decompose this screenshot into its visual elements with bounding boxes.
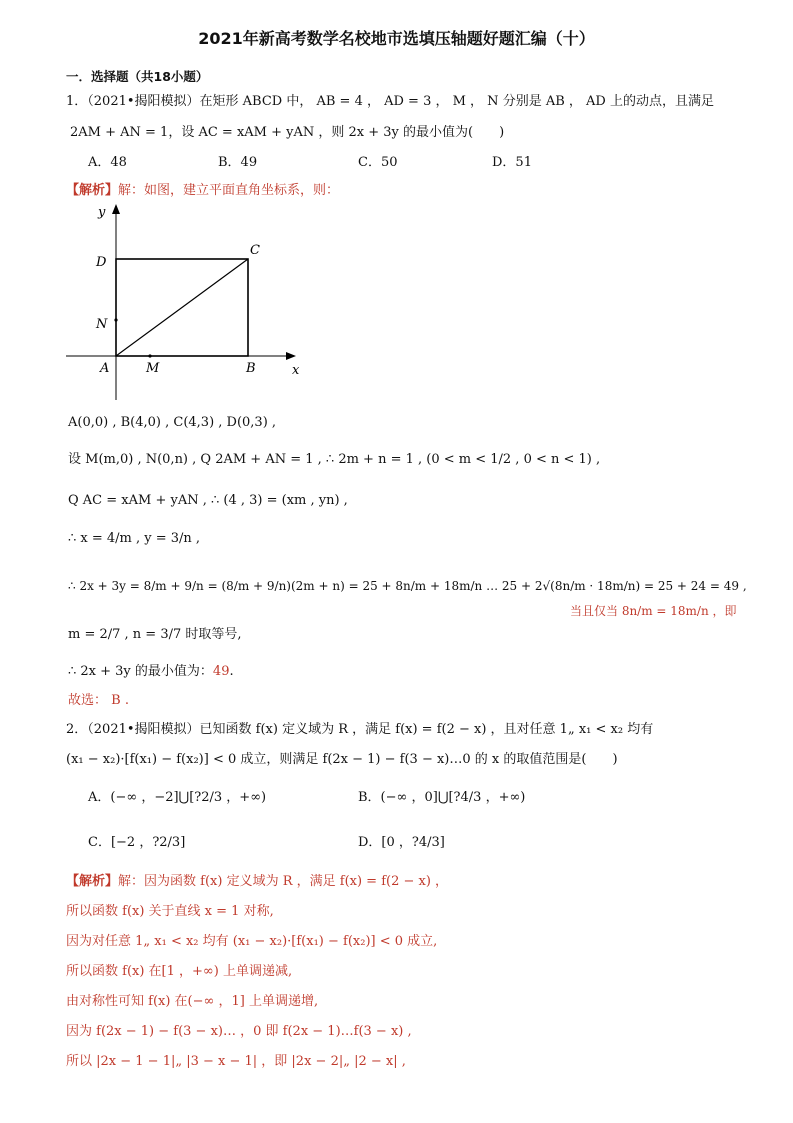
q2-option-a: A．(−∞ ，−2]⋃[?2/3 ，+∞) bbox=[88, 790, 267, 805]
coordinate-figure bbox=[60, 200, 310, 410]
q2-option-b: B．(−∞ ，0]⋃[?4/3 ，+∞) bbox=[358, 790, 526, 805]
q1-step-5 bbox=[68, 577, 747, 595]
point-n bbox=[114, 318, 117, 321]
x-axis-label: x bbox=[292, 363, 300, 378]
q1-step-5-condition: 当且仅当 8n/m = 18m/n ，即 bbox=[570, 604, 737, 618]
q2-stem-line1: 2．（2021•揭阳模拟）已知函数 f(x) 定义域为 R ，满足 f(x) = f(2 − x) ，且对任意 1„ x₁ < x₂ 均有 bbox=[66, 722, 654, 737]
q1-stem-line2: 2AM + AN = 1，设 AC = xAM + yAN ，则 2x + 3y 的最小值为( ) bbox=[70, 125, 505, 140]
q1-analysis-intro bbox=[66, 182, 339, 200]
q1-step-6: m = 2/7 , n = 3/7 时取等号, bbox=[68, 627, 242, 642]
point-m bbox=[148, 354, 151, 357]
q1-step-5-main: ∴ 2x + 3y = 8/m + 9/n = (8/m + 9/n)(2m + n) = 25 + 8n/m + 18m/n … 25 + 2√(8n/m · 18m/n) = 25 + 24 = 49 , bbox=[68, 579, 747, 593]
y-axis-label: y bbox=[98, 205, 106, 220]
q1-step-1: A(0,0) , B(4,0) , C(4,3) , D(0,3) , bbox=[68, 415, 277, 430]
q1-option-a: A．48 bbox=[88, 155, 127, 170]
section-heading: 一．选择题（共18小题） bbox=[66, 69, 209, 84]
page-title: 2021年新高考数学名校地市选填压轴题好题汇编（十） bbox=[198, 29, 595, 48]
q2-analysis-intro bbox=[66, 873, 448, 891]
analysis-intro-text: 解：如图，建立平面直角坐标系，则： bbox=[118, 183, 340, 198]
q1-answer: 故选： B . bbox=[68, 693, 129, 708]
q1-min-label: ∴ 2x + 3y 的最小值为： bbox=[68, 664, 213, 679]
q1-option-d: D．51 bbox=[492, 155, 532, 170]
q1-step-2: 设 M(m,0) , N(0,n) , Q 2AM + AN = 1 , ∴ 2m + n = 1 , (0 < m < 1/2 , 0 < n < 1) , bbox=[68, 452, 601, 467]
analysis-tag: 【解析】 bbox=[66, 874, 119, 889]
label-m: M bbox=[146, 361, 160, 376]
diagonal-ac bbox=[116, 259, 248, 356]
q2-step-5: 因为 f(2x − 1) − f(3 − x)… ，0 即 f(2x − 1)…f(3 − x) , bbox=[66, 1024, 412, 1039]
q2-option-d: D．[0 ，?4/3] bbox=[358, 835, 445, 850]
q2-analysis-first: 解：因为函数 f(x) 定义域为 R ，满足 f(x) = f(2 − x) ， bbox=[118, 874, 449, 889]
q2-step-6: 所以 |2x − 1 − 1|„ |3 − x − 1| ，即 |2x − 2|„ |2 − x| , bbox=[66, 1054, 406, 1069]
q1-stem-line1: 1．（2021•揭阳模拟）在矩形 ABCD 中， AB = 4 ， AD = 3 ， M ， N 分别是 AB ， AD 上的动点，且满足 bbox=[66, 94, 714, 109]
label-a: A bbox=[100, 361, 110, 376]
label-b: B bbox=[246, 361, 256, 376]
label-c: C bbox=[250, 243, 260, 258]
q2-step-2: 因为对任意 1„ x₁ < x₂ 均有 (x₁ − x₂)·[f(x₁) − f(x₂)] < 0 成立, bbox=[66, 934, 438, 949]
label-d: D bbox=[96, 255, 107, 270]
q1-min-value: 49 bbox=[212, 664, 230, 679]
y-axis-arrow bbox=[112, 204, 120, 214]
label-n: N bbox=[96, 317, 108, 332]
q1-option-b: B．49 bbox=[218, 155, 258, 170]
q2-step-1: 所以函数 f(x) 关于直线 x = 1 对称, bbox=[66, 904, 274, 919]
q2-step-3: 所以函数 f(x) 在[1 ，+∞) 上单调递减, bbox=[66, 964, 293, 979]
q1-option-c: C．50 bbox=[358, 155, 398, 170]
q1-step-7: ∴ 2x + 3y 的最小值为：49. bbox=[68, 664, 234, 679]
analysis-tag: 【解析】 bbox=[66, 183, 119, 198]
q2-step-4: 由对称性可知 f(x) 在(−∞ ，1] 上单调递增, bbox=[66, 994, 319, 1009]
q2-stem-line2: (x₁ − x₂)·[f(x₁) − f(x₂)] < 0 成立，则满足 f(2x − 1) − f(3 − x)…0 的 x 的取值范围是( ) bbox=[66, 752, 618, 767]
q1-step-4: ∴ x = 4/m , y = 3/n , bbox=[68, 531, 201, 546]
x-axis-arrow bbox=[286, 352, 296, 360]
q1-step-3: Q AC = xAM + yAN , ∴ (4 , 3) = (xm , yn) , bbox=[68, 493, 348, 508]
q2-option-c: C．[−2 ，?2/3] bbox=[88, 835, 186, 850]
